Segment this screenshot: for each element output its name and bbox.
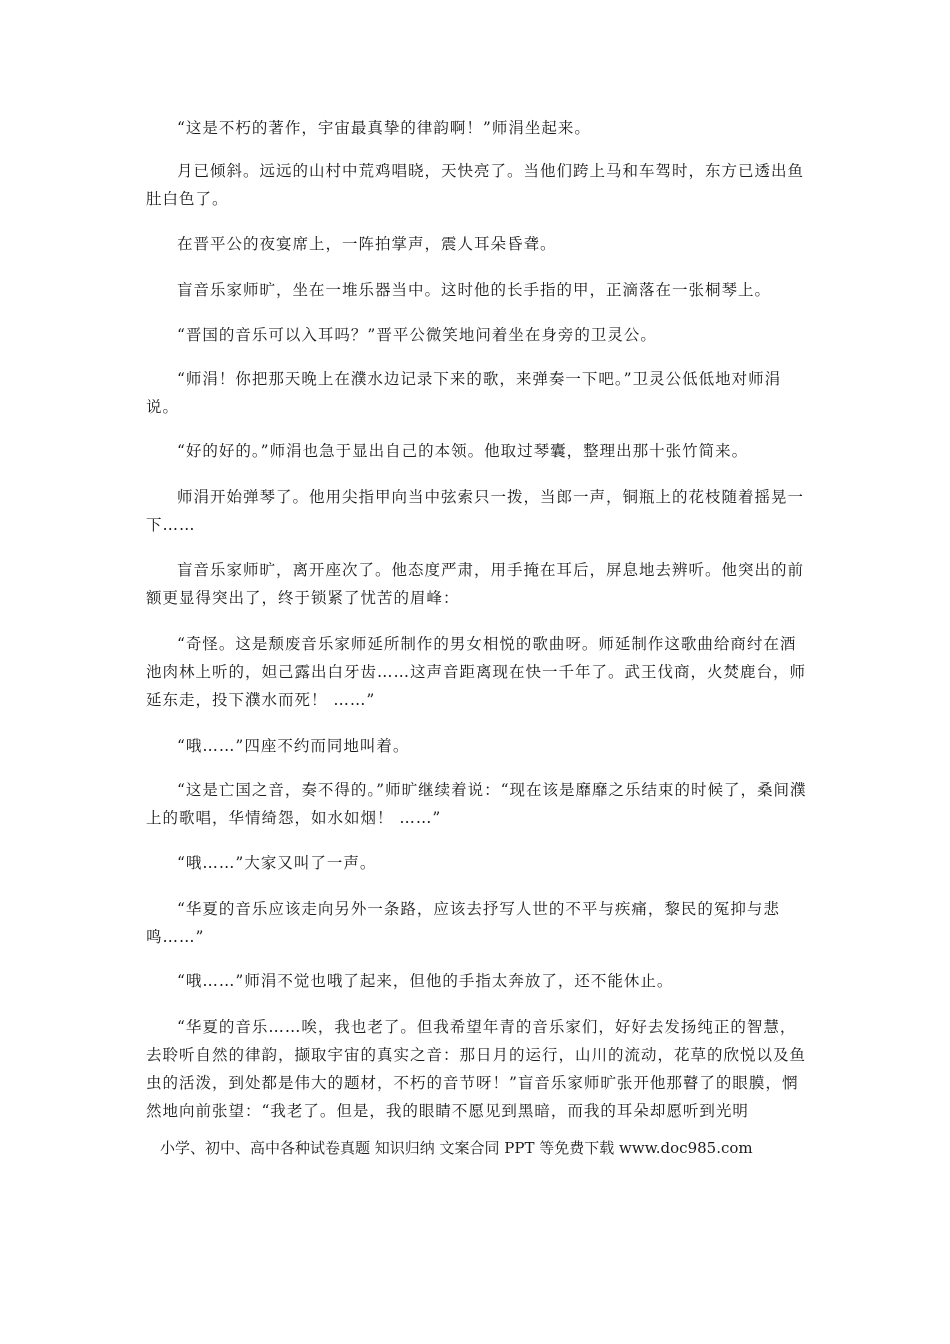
paragraph-14: “华夏的音乐应该走向另外一条路，应该去抒写人世的不平与疾痛，黎民的冤抑与悲鸣……” xyxy=(146,900,780,946)
paragraph-3: 在晋平公的夜宴席上，一阵拍掌声，震人耳朵昏聋。 xyxy=(177,235,557,253)
paragraph-13: “哦……”大家又叫了一声。 xyxy=(177,854,377,872)
paragraph-10: “奇怪。这是颓废音乐家师延所制作的男女相悦的歌曲呀。师延制作这歌曲给商纣在酒池肉林上听的，妲己露出白牙齿……这声音距离现在快一千年了。武王伐商，火焚鹿台，师延东走，投下濮水而死！ ……” xyxy=(146,635,807,709)
paragraph-7: “好的好的。”师涓也急于显出自己的本领。他取过琴囊，整理出那十张竹简来。 xyxy=(177,442,749,460)
paragraph-4: 盲音乐家师旷，坐在一堆乐器当中。这时他的长手指的甲，正滴落在一张桐琴上。 xyxy=(177,281,772,299)
paragraph-11: “哦……”四座不约而同地叫着。 xyxy=(177,737,410,755)
paragraph-6: “师涓！你把那天晚上在濮水边记录下来的歌，来弹奏一下吧。”卫灵公低低地对师涓说。 xyxy=(146,370,782,416)
paragraph-8: 师涓开始弹琴了。他用尖指甲向当中弦索只一拨，当郎一声，铜瓶上的花枝随着摇晃一下…… xyxy=(146,488,805,534)
paragraph-9: 盲音乐家师旷，离开座次了。他态度严肃，用手掩在耳后，屏息地去辨听。他突出的前额更显得突出了，终于锁紧了忧苦的眉峰： xyxy=(146,561,805,607)
paragraph-1: “这是不朽的著作，宇宙最真挚的律韵啊！”师涓坐起来。 xyxy=(177,119,591,137)
paragraph-5: “晋国的音乐可以入耳吗？”晋平公微笑地问着坐在身旁的卫灵公。 xyxy=(177,326,657,344)
paragraph-16: “华夏的音乐……唉，我也老了。但我希望年青的音乐家们，好好去发扬纯正的智慧，去聆听自然的律韵，撷取宇宙的真实之音：那日月的运行，山川的流动，花草的欣悦以及鱼虫的活泼，到处都是伟大的题材，不朽的音节呀！”盲音乐家师旷张开他那瞽了的眼膜，惘然地向前张望：“我老了。但是，我的眼睛不愿见到黑暗，而我的耳朵却愿听到光明 xyxy=(146,1018,807,1120)
paragraph-12: “这是亡国之音，奏不得的。”师旷继续着说：“现在该是靡靡之乐结束的时候了，桑间濮上的歌唱，华情绮怨，如水如烟！ ……” xyxy=(146,781,807,827)
page-footer: 小学、初中、高中各种试卷真题 知识归纳 文案合同 PPT 等免费下载 www.doc985.com xyxy=(160,1139,753,1157)
paragraph-15: “哦……”师涓不觉也哦了起来，但他的手指太奔放了，还不能休止。 xyxy=(177,972,674,990)
paragraph-2: 月已倾斜。远远的山村中荒鸡唱晓，天快亮了。当他们跨上马和车驾时，东方已透出鱼肚白色了。 xyxy=(146,162,805,208)
